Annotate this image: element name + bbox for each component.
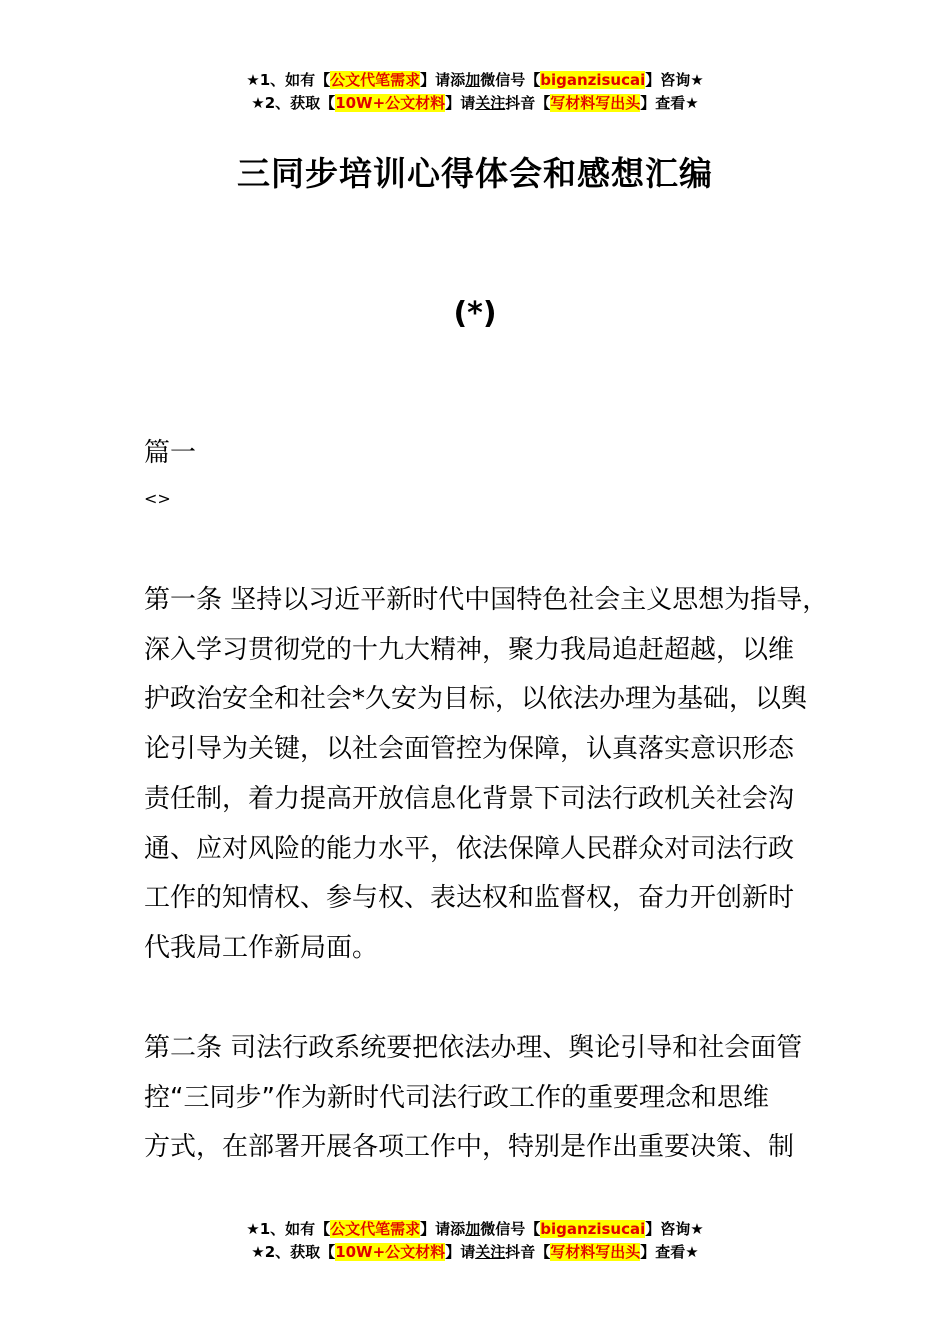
banner-text: ★1、如有【 <box>246 1220 331 1238</box>
paragraph-line: 方式，在部署开展各项工作中，特别是作出重要决策、制 <box>144 1132 795 1163</box>
banner-underlined: 关注 <box>475 1243 506 1261</box>
banner-highlight: 公文代笔需求 <box>330 71 421 89</box>
banner-line-1 <box>0 69 950 92</box>
paragraph-line: 第一条 坚持以习近平新时代中国特色社会主义思想为指导， <box>144 585 829 615</box>
banner-underlined: 加 <box>465 1220 481 1238</box>
banner-text: 】咨询★ <box>645 1220 704 1238</box>
banner-highlight: biganzisucai <box>540 71 646 89</box>
banner-highlight: 公文代笔需求 <box>330 1220 421 1238</box>
banner-text: 抖音【 <box>505 1243 551 1261</box>
banner-text: 】请 <box>445 94 476 112</box>
banner-text: 】请添 <box>420 71 466 89</box>
banner-line-2 <box>0 92 950 115</box>
placeholder-brackets: <> <box>144 489 171 508</box>
banner-underlined: 加 <box>465 71 481 89</box>
paragraph-line: 责任制，着力提高开放信息化背景下司法行政机关社会沟 <box>144 783 795 814</box>
banner-text: 】查看★ <box>640 94 699 112</box>
banner-underlined: 关注 <box>475 94 506 112</box>
banner-text: ★2、获取【 <box>251 94 336 112</box>
paragraph-line: 控“三同步”作为新时代司法行政工作的重要理念和思维 <box>144 1082 769 1113</box>
banner-highlight: 10W+公文材料 <box>335 94 446 112</box>
paragraph-line: 论引导为关键，以社会面管控为保障，认真落实意识形态 <box>144 734 795 765</box>
paragraph-1 <box>144 576 834 974</box>
banner-highlight: 写材料写出头 <box>550 94 641 112</box>
banner-line-1 <box>0 1218 950 1241</box>
footer-banner <box>0 1218 950 1264</box>
paragraph-line: 第二条 司法行政系统要把依法办理、舆论引导和社会面管 <box>144 1033 803 1063</box>
title-mark: (*) <box>453 296 497 331</box>
paragraph-2 <box>144 1024 834 1173</box>
banner-text: ★1、如有【 <box>246 71 331 89</box>
banner-highlight: 写材料写出头 <box>550 1243 641 1261</box>
paragraph-line: 深入学习贯彻党的十九大精神，聚力我局追赶超越，以维 <box>144 634 795 665</box>
paragraph-line: 代我局工作新局面。 <box>144 932 379 963</box>
paragraph-line: 工作的知情权、参与权、表达权和监督权，奋力开创新时 <box>144 883 795 914</box>
banner-text: 抖音【 <box>505 94 551 112</box>
banner-highlight: 10W+公文材料 <box>335 1243 446 1261</box>
banner-text: 微信号【 <box>480 71 541 89</box>
paragraph-line: 通、应对风险的能力水平，依法保障人民群众对司法行政 <box>144 833 795 864</box>
banner-text: ★2、获取【 <box>251 1243 336 1261</box>
paragraph-line: 护政治安全和社会*久安为目标，以依法办理为基础，以舆 <box>144 684 808 715</box>
banner-text: 】咨询★ <box>645 71 704 89</box>
document-title: 三同步培训心得体会和感想汇编 <box>237 154 713 193</box>
header-banner <box>0 69 950 115</box>
banner-text: 】请添 <box>420 1220 466 1238</box>
banner-text: 】请 <box>445 1243 476 1261</box>
banner-text: 微信号【 <box>480 1220 541 1238</box>
banner-highlight: biganzisucai <box>540 1220 646 1238</box>
banner-line-2 <box>0 1241 950 1264</box>
banner-text: 】查看★ <box>640 1243 699 1261</box>
section-heading: 篇一 <box>144 438 197 468</box>
